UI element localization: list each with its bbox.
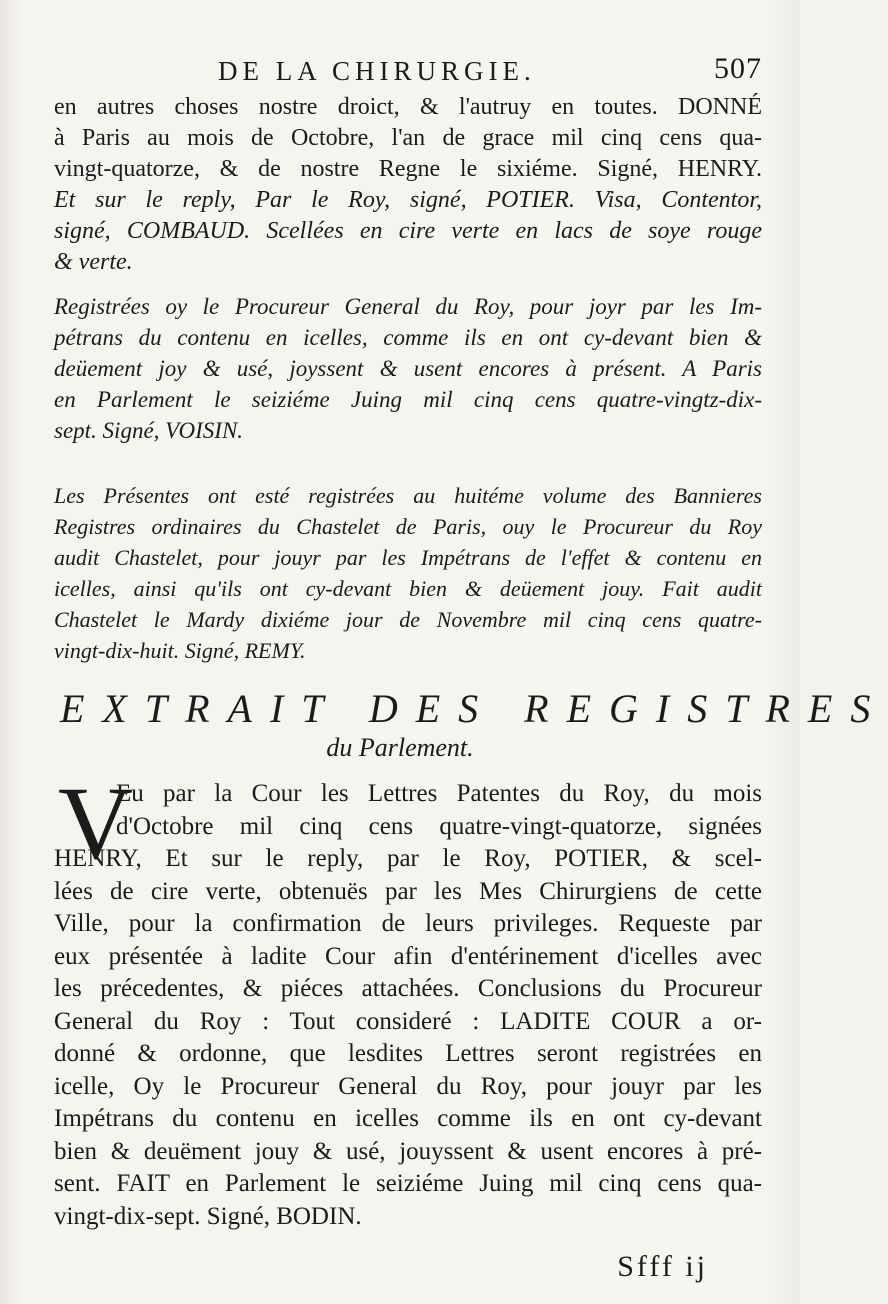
text-line: Et sur le reply, Par le Roy, signé, POTIER. Visa, Contentor,: [54, 187, 762, 213]
text-line: Eu par la Cour les Lettres Patentes du Roy, du mois: [116, 780, 762, 807]
text-line: sept. Signé, VOISIN.: [54, 418, 244, 443]
section-subheading: du Parlement.: [326, 733, 474, 762]
text-line: donné & ordonne, que lesdites Lettres seront registrées en: [54, 1040, 762, 1067]
text-line: vingt-dix-huit. Signé, REMY.: [54, 638, 306, 663]
extract-body: [54, 766, 762, 1233]
text-line: sent. FAIT en Parlement le seiziéme Juing mil cinq cens qua-: [54, 1170, 762, 1197]
text-line: HENRY, Et sur le reply, par le Roy, POTIER, & scel-: [54, 845, 762, 872]
text-line: icelle, Oy le Procureur General du Roy, pour jouyr par les: [54, 1072, 762, 1100]
text-line: icelles, ainsi qu'ils ont cy-devant bien & deüement jouy. Fait audit: [54, 576, 762, 601]
text-line: à Paris au mois de Octobre, l'an de grace mil cinq cens qua-: [54, 125, 762, 151]
text-line: vingt-quatorze, & de nostre Regne le sixiéme. Signé, HENRY.: [54, 156, 762, 182]
drop-cap: V: [58, 766, 134, 881]
text-line: bien & deuëment jouy & usé, jouyssent & usent encores à pré-: [54, 1137, 762, 1165]
running-title: DE LA CHIRURGIE.: [218, 56, 536, 86]
parlement-registration-note: [54, 291, 762, 446]
text-line: Ville, pour la confirmation de leurs privileges. Requeste par: [54, 910, 762, 937]
text-line: Les Présentes ont esté registrées au huitéme volume des Bannieres: [54, 483, 762, 508]
page-number: 507: [714, 52, 762, 85]
text-line: General du Roy : Tout consideré : LADITE COUR a or-: [54, 1007, 762, 1035]
letters-patent-closing: [54, 92, 762, 278]
text-line: deüement joy & usé, joyssent & usent encores à présent. A Paris: [54, 356, 762, 381]
text-line: les précedentes, & piéces attachées. Conclusions du Procureur: [54, 975, 762, 1002]
text-line: en Parlement le seiziéme Juing mil cinq cens quatre-vingtz-dix-: [54, 387, 762, 412]
signature-mark: Sfff ij: [617, 1250, 708, 1283]
text-line: Chastelet le Mardy dixiéme jour de Novembre mil cinq cens quatre-: [54, 607, 762, 632]
chastelet-registration-note: [54, 480, 762, 666]
text-line: & verte.: [54, 249, 133, 275]
text-line: Impétrans du contenu en icelles comme ils en ont cy-devant: [54, 1105, 762, 1132]
text-line: en autres choses nostre droict, & l'autruy en toutes. DONNÉ: [54, 94, 762, 120]
text-line: audit Chastelet, pour jouyr par les Impétrans de l'effet & contenu en: [54, 545, 762, 570]
text-line: lées de cire verte, obtenuës par les Mes Chirurgiens de cette: [54, 877, 762, 905]
section-heading: EXTRAIT DES REGISTRES: [60, 686, 888, 731]
text-line: pétrans du contenu en icelles, comme ils en ont cy-devant bien &: [54, 325, 762, 350]
text-line: signé, COMBAUD. Scellées en cire verte en lacs de soye rouge: [54, 218, 762, 244]
text-line: Registrées oy le Procureur General du Roy, pour joyr par les Im-: [54, 294, 762, 319]
text-line: Registres ordinaires du Chastelet de Paris, ouy le Procureur du Roy: [54, 514, 762, 539]
text-line: eux présentée à ladite Cour afin d'entérinement d'icelles avec: [54, 942, 762, 970]
page-header: [218, 52, 762, 92]
text-line: d'Octobre mil cinq cens quatre-vingt-quatorze, signées: [116, 812, 762, 840]
text-line: vingt-dix-sept. Signé, BODIN.: [54, 1202, 362, 1230]
